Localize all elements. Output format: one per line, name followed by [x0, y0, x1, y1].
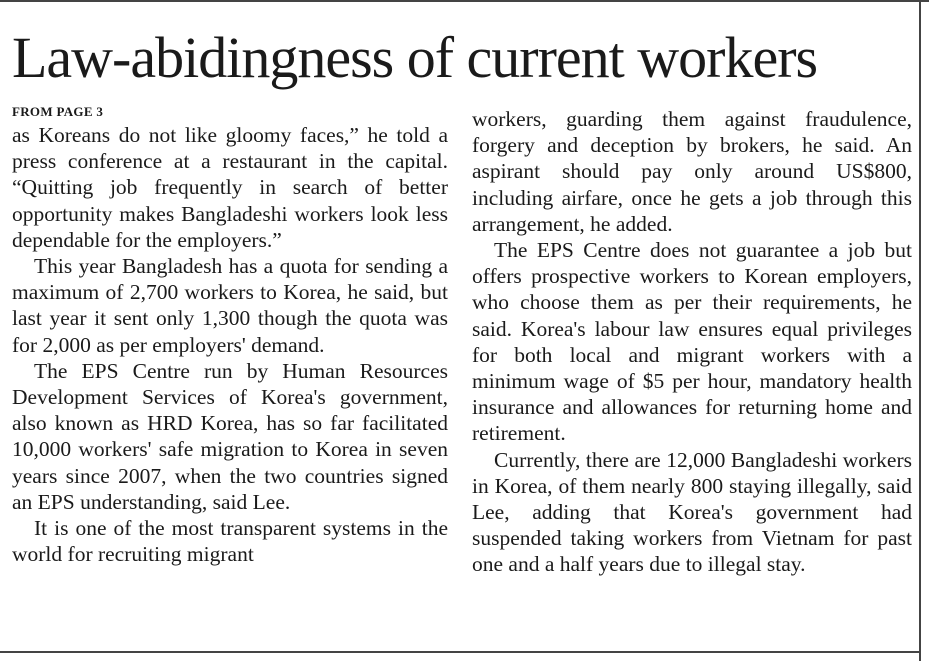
top-rule — [0, 0, 929, 2]
paragraph: This year Bangladesh has a quota for sending a maximum of 2,700 workers to Korea, he said, but last year it sent only 1,300 though the quota was for 2,000 as per employers' demand. — [12, 254, 448, 357]
paragraph: Currently, there are 12,000 Bangladeshi workers in Korea, of them nearly 800 staying illegally, said Lee, adding that Korea's government had suspended taking workers from Vietnam for past one and a half years due to illegal stay. — [472, 447, 912, 577]
article-column-left — [12, 104, 448, 567]
paragraph: as Koreans do not like gloomy faces,” he told a press conference at a restaurant in the capital. “Quitting job frequently in search of better opportunity makes Bangladeshi workers look less dependable for the employers.” — [12, 123, 448, 252]
paragraph: The EPS Centre does not guarantee a job but offers prospective workers to Korean employers, who choose them as per their requirements, he said. Korea's labour law ensures equal privileges for both local and migrant workers with a minimum wage of $5 per hour, mandatory health insurance and allowances for returning home and retirement. — [472, 238, 912, 446]
article-headline: Law-abidingness of current workers — [12, 25, 818, 90]
paragraph: workers, guarding them against fraudulence, forgery and deception by brokers, he said. An aspirant should pay only around US$800, including airfare, once he gets a job through this arrangement, he added. — [472, 107, 912, 236]
right-rule — [919, 0, 921, 661]
paragraph: The EPS Centre run by Human Resources Development Services of Korea's government, also known as HRD Korea, has so far facilitated 10,000 workers' safe migration to Korea in seven years since 2007, when the two countries signed an EPS understanding, said Lee. — [12, 358, 448, 514]
continued-from-label: FROM PAGE 3 — [12, 104, 104, 119]
article-column-right — [472, 106, 912, 578]
bottom-rule — [0, 651, 921, 653]
paragraph: It is one of the most transparent systems in the world for recruiting migrant — [12, 516, 448, 567]
